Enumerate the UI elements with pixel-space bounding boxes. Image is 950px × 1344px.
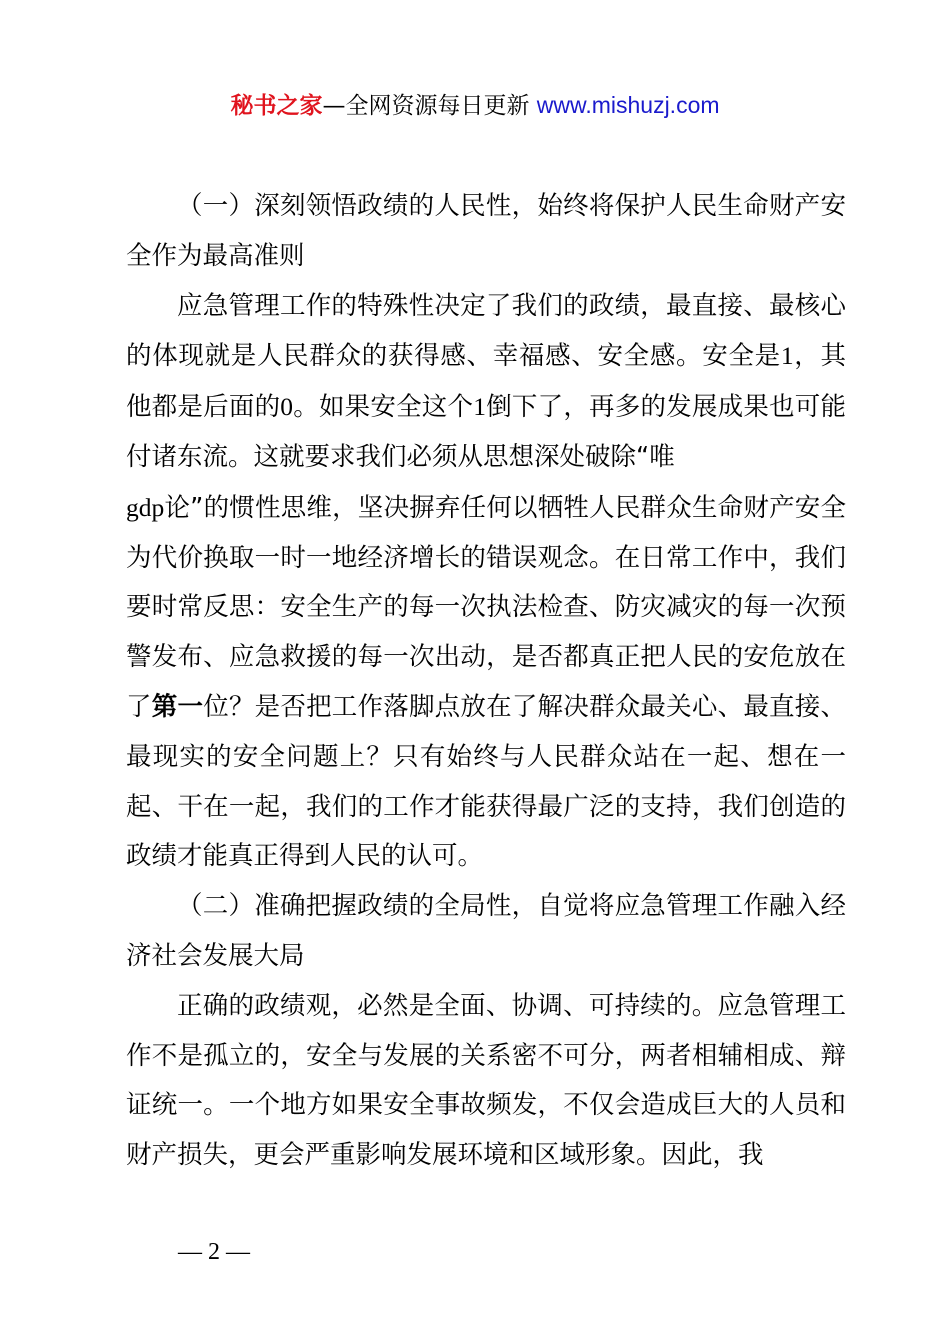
section-heading-2: （二）准确把握政绩的全局性，自觉将应急管理工作融入经济社会发展大局: [126, 891, 846, 971]
paragraph-1: 应急管理工作的特殊性决定了我们的政绩，最直接、最核心的体现就是人民群众的获得感、幸福感、安全感。安全是1，其他都是后面的0。如果安全这个1倒下了，再多的发展成果也可能付诸东流。这就要求我们必须从思想深处破除“唯 gdp论”的惯性思维，坚决摒弃任何以牺牲人民群众生命财产安全为代价换取一时一地经济增长的错误观念。在日常工作中，我们要时常反思：安全生产的每一次执法检查、防灾减灾的每一次预警发布、应急救援的每一次出动，是否都真正把人民的安危放在了第一位？是否把工作落脚点放在了解决群众最关心、最直接、最现实的安全问题上？只有始终与人民群众站在一起、想在一起、干在一起，我们的工作才能获得最广泛的支持，我们创造的政绩才能真正得到人民的认可。: [126, 290, 846, 872]
document-body: [126, 182, 846, 1181]
page-number: — 2 —: [178, 1239, 250, 1265]
header-tagline: —全网资源每日更新: [322, 93, 530, 119]
site-header: [0, 88, 950, 123]
site-url-link[interactable]: www.mishuzj.com: [536, 92, 720, 118]
section-heading-1: （一）深刻领悟政绩的人民性，始终将保护人民生命财产安全作为最高准则: [126, 191, 846, 271]
brand-name: 秘书之家: [230, 93, 323, 119]
paragraph-2: 正确的政绩观，必然是全面、协调、可持续的。应急管理工作不是孤立的，安全与发展的关系密不可分，两者相辅相成、辩证统一。一个地方如果安全事故频发，不仅会造成巨大的人员和财产损失，更会严重影响发展环境和区域形象。因此，我: [126, 990, 846, 1171]
emphasis-text: 第一: [151, 691, 204, 722]
